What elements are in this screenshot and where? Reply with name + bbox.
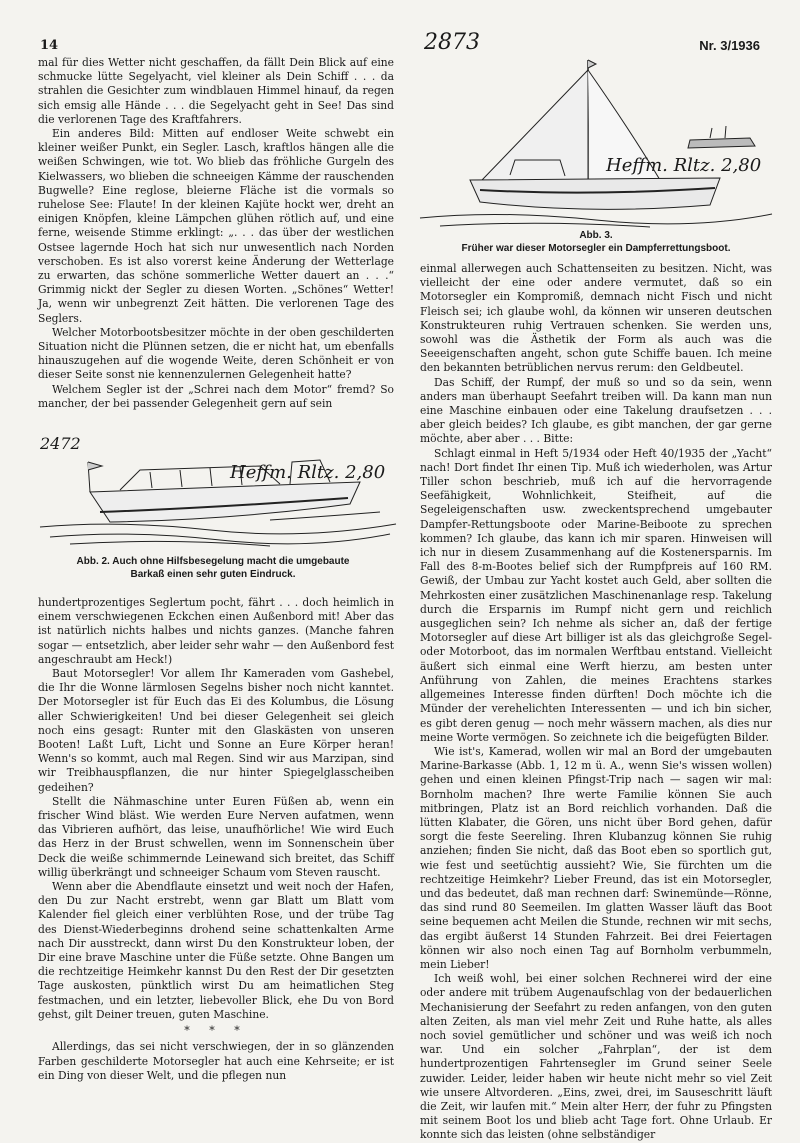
figure-2-caption-line2: Barkaß einen sehr guten Eindruck.	[130, 568, 296, 580]
figure-2-handwriting: Heffm. Rltz. 2,80	[230, 462, 386, 483]
paragraph: Ein anderes Bild: Mitten auf endloser Weite schwebt ein kleiner weißer Punkt, ein Segler. Lasch, kraftlos hängen alle die weißen Schwingen, wie tot. Wo blieb das fröhliche Gurgeln des Kielwassers, wo blieben die schneeigen Kämme der rauschenden Bugwelle? Eine reglose, bleierne Fläche ist die vormals so ruhelose See: Flaute! In der kleinen Kajüte hockt wer, dreht an einigen Knöpfen, kleine Lämpchen glühen rötlich auf, und eine ferne, weisende Stimme erklingt: „. . . das über der westlichen Ostsee lagernde Hoch hat sich nur unwesentlich nach Norden verschoben. Es ist also vorerst keine Änderung der Wetterlage zu erwarten, das schöne sommerliche Wetter dauert an . . .“ Grimmig nickt der Segler zu diesen Worten. „Schönes“ Wetter! Ja, wenn wir unbegrenzt Zeit hätten. Die verlorenen Tage des Seglers.	[38, 127, 394, 325]
motor-sailer-drawing	[420, 30, 772, 228]
paragraph: Welcher Motorbootsbesitzer möchte in der oben geschilderten Situation nicht die Plünnen setzen, die er nicht hat, um ebenfalls hinauszugehen auf die wogende Weite, deren Schönheit er von dieser Seite sonst nie kennenzulernen Gelegenheit hatte?	[38, 325, 394, 382]
section-divider-stars: * * *	[184, 1024, 248, 1038]
paragraph: Allerdings, das sei nicht verschwiegen, der in so glänzenden Farben geschilderte Motorsegler hat auch eine Kehrseite; er ist ein Ding von dieser Welt, und die pflegen nun	[38, 1040, 394, 1082]
figure-2-handwriting-number: 2472	[40, 434, 81, 453]
figure-3-caption-line1: Abb. 3.	[579, 230, 613, 241]
figure-3-caption-line2: Früher war dieser Motorsegler ein Dampferrettungsboot.	[461, 242, 731, 254]
paragraph: hundertprozentiges Seglertum pocht, fährt . . . doch heimlich in einem verschwiegenen Eckchen einen Außenbord mit! Aber das ist natürlich nichts halbes und nichts ganzes. (Manche fahren sogar — entsetzlich, aber leider sehr wahr — den Außenbord fest angeschraubt am Heck!)	[38, 596, 394, 666]
figure-3-caption	[420, 230, 772, 255]
paragraph: Wie ist's, Kamerad, wollen wir mal an Bord der umgebauten Marine-Barkasse (Abb. 1, 12 m ü. A., wenn Sie's wissen wollen) gehen und einen kleinen Pfingst-Trip nach — sagen wir mal: Bornholm machen? Ihre werte Familie können Sie auch mitbringen, Platz ist an Bord reichlich vorhanden. Daß die lütten Klabater, die Gören, uns nicht über Bord gehen, dafür sorgt die feste Seereling. Ihren Klubanzug können Sie ruhig anziehen; finden Sie nicht, daß das Boot eben so sportlich gut, wie fest und seetüchtig aussieht? Wie, Sie fürchten um die rechtzeitige Heimkehr? Lieber Freund, das ist ein Motorsegler, und das bedeutet, daß man rechnen darf: Swinemünde—Rönne, das sind rund 80 Seemeilen. Im glatten Wasser läuft das Boot seine bequemen acht Meilen die Stunde, rechnen wir mit sechs, das ergibt äußerst 14 Stunden Fahrzeit. Bei drei Feiertagen können wir also noch einen Tag auf Bornholm verbummeln, mein Lieber!	[420, 744, 772, 971]
figure-3-handwriting: Heffm. Rltz. 2,80	[606, 155, 762, 176]
paragraph: einmal allerwegen auch Schattenseiten zu besitzen. Nicht, was vielleicht der eine oder andere vermutet, daß so ein Motorsegler ein Kompromiß, demnach nicht Fisch und nicht Fleisch sei; ich glaube wohl, da können wir unseren deutschen Konstrukteuren ruhig Vertrauen schenken. Sie werden uns, sowohl was die Ästhetik der Form als auch was die Seeeigenschaften angeht, schon gute Schiffe bauen. Ich meine den bekannten betrüblichen nervus rerum: den Geldbeutel.	[420, 262, 772, 375]
paragraph: mal für dies Wetter nicht geschaffen, da fällt Dein Blick auf eine schmucke lütte Segelyacht, viel kleiner als Dein Schiff . . . da strahlen die Gesichter zum windblauen Himmel hinauf, da regen sich emsig alle Hände . . . die Segelyacht geht in See! Das sind die verlorenen Tage des Kraftfahrers.	[38, 56, 394, 126]
paragraph: Schlagt einmal in Heft 5/1934 oder Heft 40/1935 der „Yacht“ nach! Dort findet Ihr einen Tip. Muß ich wiederholen, was Artur Tiller schon beschrieb, muß ich auf die hervorragende Seefähigkeit, Wohnlichkeit, Steifheit, auf die Segeleigenschaften usw. zweckentsprechend umgebauter Dampfer-Rettungsboote oder Marine-Beiboote zu sprechen kommen? Ich glaube, das kann ich mir sparen. Hinweisen will ich nur in diesem Zusammenhang auf die Kostenersparnis. Im Fall des 8-m-Bootes belief sich der Rumpfpreis auf 160 RM. Gewiß, der Umbau zur Yacht kostet auch Geld, aber sollten die Mehrkosten einer zusätzlichen Maschinenanlage resp. Takelung durch die Ersparnis im Rumpf nicht gern und reichlich ausgeglichen sein? Ich nehme als sicher an, daß der fertige Motorsegler auf diese Art billiger ist als das gleichgroße Segel- oder Motorboot, das im normalen Werftbau entstand. Vielleicht äußert sich einmal eine Werft hierzu, am besten unter Anführung von Zahlen, die meines Erachtens starkes allgemeines Interesse finden dürften! Doch möchte ich die Münder der verehelichten Interessenten — und ich bin sicher, es gibt deren genug — noch mehr wässern machen, als dies nur meine Worte vermögen. So zeichnete ich die beigefügten Bilder.	[420, 446, 772, 744]
figure-2-illustration	[30, 432, 396, 550]
figure-2-caption-line1: Abb. 2. Auch ohne Hilfsbesegelung macht die umgebaute	[76, 556, 350, 567]
paragraph: Wenn aber die Abendflaute einsetzt und weit noch der Hafen, den Du zur Nacht erstrebt, wenn gar Blatt um Blatt vom Kalender fiel gleich einer verblühten Rose, und der trübe Tag des Dienst-Wiederbeginns drohend seine schattenkalten Arme nach Dir ausstreckt, dann wirst Du den Konstrukteur loben, der Dir eine brave Maschine unter die Füße setzte. Ohne Bangen um die rechtzeitige Heimkehr kannst Du den Rest der Dir gesetzten Tage auskosten, pünktlich wirst Du am heimatlichen Steg festmachen, und ein letzter, liebevoller Blick, ehe Du von Bord gehst, gilt Deiner treuen, guten Maschine.	[38, 880, 394, 1021]
paragraph: Baut Motorsegler! Vor allem Ihr Kameraden vom Gashebel, die Ihr die Wonne lärmlosen Segelns bisher noch nicht kanntet. Der Motorsegler ist für Euch das Ei des Kolumbus, die Lösung aller Schwierigkeiten! Und bei dieser Gelegenheit sei gleich noch eins gesagt: Runter mit den Glaskästen von unseren Booten! Laßt Luft, Licht und Sonne an Eure Körper heran! Wenn's so kommt, auch mal Regen. Sind wir aus Marzipan, sind wir Treibhauspflanzen, die nur hinter Spiegelglasscheiben gedeihen?	[38, 667, 394, 794]
paragraph: Stellt die Nähmaschine unter Euren Füßen ab, wenn ein frischer Wind bläst. Wie werden Eure Nerven aufatmen, wenn das Vibrieren aufhört, das leise, unaufhörliche! Wie wird Euch das Herz in der Brust schwellen, wenn im Sonnenschein über Deck die weiße schimmernde Leinewand sich breitet, das Schiff willig überkrängt und schneeiger Schaum vom Steven rauscht.	[38, 794, 394, 879]
figure-3-handwriting-number: 2873	[424, 30, 480, 55]
left-column-top-text	[38, 56, 394, 431]
figure-3-illustration	[420, 30, 772, 228]
left-column-bottom-text	[38, 596, 394, 1082]
paragraph: Das Schiff, der Rumpf, der muß so und so da sein, wenn anders man überhaupt Seefahrt treiben will. Da kann man nun eine Maschine einbauen oder eine Takelung draufsetzen . . . aber gleich beides? Ich glaube, es gibt manchen, der gar gerne möchte, aber aber . . . Bitte:	[420, 375, 772, 446]
issue-number: Nr. 3/1936	[699, 38, 760, 53]
paragraph: Welchem Segler ist der „Schrei nach dem Motor“ fremd? So mancher, der bei passender Gelegenheit gern auf sein	[38, 382, 394, 410]
paragraph: Ich weiß wohl, bei einer solchen Rechnerei wird der eine oder andere mit trübem Augenaufschlag von der bedauerlichen Mechanisierung der Seefahrt zu reden anfangen, von den guten alten Zeiten, als man viel mehr Zeit und Ruhe hatte, als alles noch soviel gemütlicher und schöner und was weiß ich noch war. Und ein solcher „Fahrplan“, der ist dem hundertprozentigen Fahrtensegler im Grund seiner Seele zuwider. Leider, leider haben wir heute nicht mehr so viel Zeit wie unsere Altvorderen. „Eins, zwei, drei, im Sauseschritt läuft die Zeit, wir laufen mit.“ Mein alter Herr, der fuhr zu Pfingsten mit seinem Boot los und blieb acht Tage fort. Ohne Urlaub. Er konnte sich das leisten (ohne selbständiger	[420, 972, 772, 1142]
figure-2-caption	[30, 556, 396, 581]
motor-launch-drawing	[30, 432, 396, 550]
page-number: 14	[40, 38, 59, 53]
right-column-text	[420, 262, 772, 1142]
